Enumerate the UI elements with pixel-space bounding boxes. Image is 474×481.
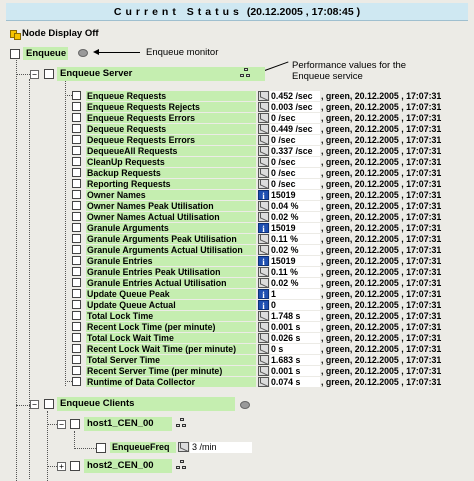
metric-label[interactable]: Granule Entries Peak Utilisation xyxy=(86,267,256,277)
envelope-icon xyxy=(258,157,269,167)
metric-status: , green, 20.12.2005 , 17:07:31 xyxy=(321,244,442,255)
metric-value: 0.452 /sec xyxy=(270,91,320,101)
metric-checkbox[interactable] xyxy=(72,157,81,166)
metric-value: 0 xyxy=(270,300,320,310)
metric-checkbox[interactable] xyxy=(72,344,81,353)
annotation-enqueue-monitor: Enqueue monitor xyxy=(146,47,219,58)
metric-value: 0.02 % xyxy=(270,278,320,288)
metric-status: , green, 20.12.2005 , 17:07:31 xyxy=(321,255,442,266)
tree-connector xyxy=(65,95,72,96)
host2-node-checkbox[interactable] xyxy=(70,461,80,471)
metric-label[interactable]: Total Lock Wait Time xyxy=(86,333,256,343)
metric-value: 0.449 /sec xyxy=(270,124,320,134)
metric-status: , green, 20.12.2005 , 17:07:31 xyxy=(321,332,442,343)
metric-value: 1.748 s xyxy=(270,311,320,321)
metric-checkbox[interactable] xyxy=(72,278,81,287)
metric-value: 1 xyxy=(270,289,320,299)
metric-checkbox[interactable] xyxy=(72,91,81,100)
clients-collapse-toggle[interactable]: − xyxy=(30,400,39,409)
metric-value: 0.11 % xyxy=(270,234,320,244)
metric-status: , green, 20.12.2005 , 17:07:31 xyxy=(321,112,442,123)
metric-status: , green, 20.12.2005 , 17:07:31 xyxy=(321,167,442,178)
metric-label[interactable]: Granule Entries Actual Utilisation xyxy=(86,278,256,288)
envelope-icon xyxy=(258,146,269,156)
metric-status: , green, 20.12.2005 , 17:07:31 xyxy=(321,101,442,112)
metric-checkbox[interactable] xyxy=(72,245,81,254)
metric-value: 0.11 % xyxy=(270,267,320,277)
envelope-icon xyxy=(258,366,269,376)
network-icon xyxy=(240,68,251,79)
metric-value: 0.02 % xyxy=(270,245,320,255)
metric-checkbox[interactable] xyxy=(72,377,81,386)
metric-label[interactable]: Recent Server Time (per minute) xyxy=(86,366,256,376)
metric-checkbox[interactable] xyxy=(72,366,81,375)
enqueue-node-label[interactable]: Enqueue xyxy=(23,47,68,60)
metric-label[interactable]: Runtime of Data Collector xyxy=(86,377,256,387)
info-icon: i xyxy=(258,300,269,310)
metric-value: 0.003 /sec xyxy=(270,102,320,112)
metric-value: 0 /sec xyxy=(270,179,320,189)
clients-status-icon xyxy=(240,401,250,409)
metric-checkbox[interactable] xyxy=(72,146,81,155)
metric-label[interactable]: Granule Arguments Actual Utilisation xyxy=(86,245,256,255)
freq-node-checkbox[interactable] xyxy=(96,443,106,453)
metric-label[interactable]: Owner Names xyxy=(86,190,256,200)
envelope-icon xyxy=(258,278,269,288)
tree-connector xyxy=(47,466,57,467)
tree-server-children-line xyxy=(65,79,66,386)
metric-value: 0 /sec xyxy=(270,168,320,178)
metric-value: 0 /sec xyxy=(270,113,320,123)
metric-value: 15019 xyxy=(270,190,320,200)
node-display-toggle[interactable] xyxy=(10,28,99,39)
metric-checkbox[interactable] xyxy=(72,113,81,122)
metric-status: , green, 20.12.2005 , 17:07:31 xyxy=(321,288,442,299)
clients-node-checkbox[interactable] xyxy=(44,399,54,409)
metric-label[interactable]: Update Queue Actual xyxy=(86,300,256,310)
metric-checkbox[interactable] xyxy=(72,322,81,331)
metric-value: 0 s xyxy=(270,344,320,354)
metric-value: 0 /sec xyxy=(270,135,320,145)
status-timestamp: (20.12.2005 , 17:08:45 ) xyxy=(246,5,361,18)
metric-status: , green, 20.12.2005 , 17:07:31 xyxy=(321,321,442,332)
metric-status: , green, 20.12.2005 , 17:07:31 xyxy=(321,178,442,189)
host2-node-label[interactable]: host2_CEN_00 xyxy=(84,459,172,473)
metric-status: , green, 20.12.2005 , 17:07:31 xyxy=(321,354,442,365)
info-icon: i xyxy=(258,190,269,200)
envelope-icon xyxy=(258,135,269,145)
metric-status: , green, 20.12.2005 , 17:07:31 xyxy=(321,200,442,211)
metric-checkbox[interactable] xyxy=(72,234,81,243)
metric-status: , green, 20.12.2005 , 17:07:31 xyxy=(321,233,442,244)
metric-label[interactable]: Granule Entries xyxy=(86,256,256,266)
metric-status: , green, 20.12.2005 , 17:07:31 xyxy=(321,299,442,310)
envelope-icon xyxy=(258,113,269,123)
metric-checkbox[interactable] xyxy=(72,190,81,199)
metric-value: 15019 xyxy=(270,256,320,266)
server-node-label[interactable]: Enqueue Server xyxy=(57,67,265,81)
info-icon: i xyxy=(258,223,269,233)
metric-checkbox[interactable] xyxy=(72,168,81,177)
envelope-icon xyxy=(258,245,269,255)
metric-value: 0 /sec xyxy=(270,157,320,167)
metric-label[interactable]: Update Queue Peak xyxy=(86,289,256,299)
metric-value: 0.001 s xyxy=(270,322,320,332)
metric-label[interactable]: Owner Names Peak Utilisation xyxy=(86,201,256,211)
metric-value: 0.074 s xyxy=(270,377,320,387)
envelope-icon xyxy=(258,267,269,277)
metric-label[interactable]: Recent Lock Wait Time (per minute) xyxy=(86,344,256,354)
host2-expand-toggle[interactable]: + xyxy=(57,462,66,471)
annotation-performance-line1: Performance values for the xyxy=(292,60,407,71)
metric-checkbox[interactable] xyxy=(72,102,81,111)
metric-status: , green, 20.12.2005 , 17:07:31 xyxy=(321,266,442,277)
envelope-icon xyxy=(258,168,269,178)
envelope-icon xyxy=(258,377,269,387)
status-title: Current Status xyxy=(113,5,243,18)
tree-level1-line xyxy=(29,79,30,479)
metric-status: , green, 20.12.2005 , 17:07:31 xyxy=(321,310,442,321)
envelope-icon xyxy=(258,91,269,101)
envelope-icon xyxy=(258,102,269,112)
freq-label[interactable]: EnqueueFreq xyxy=(110,442,176,453)
metric-label[interactable]: Granule Arguments xyxy=(86,223,256,233)
envelope-icon xyxy=(258,234,269,244)
envelope-icon xyxy=(258,212,269,222)
enqueue-status-icon xyxy=(78,49,88,57)
envelope-icon xyxy=(258,344,269,354)
metric-label[interactable]: Enqueue Requests Rejects xyxy=(86,102,256,112)
metric-checkbox[interactable] xyxy=(72,289,81,298)
envelope-icon xyxy=(178,442,189,452)
tree-connector xyxy=(65,381,72,382)
envelope-icon xyxy=(258,311,269,321)
envelope-icon xyxy=(258,124,269,134)
server-collapse-toggle[interactable]: − xyxy=(30,70,39,79)
tree-clients-children-line xyxy=(47,411,48,481)
host1-collapse-toggle[interactable]: − xyxy=(57,420,66,429)
metric-value: 1.683 s xyxy=(270,355,320,365)
tree-connector xyxy=(16,405,30,406)
enqueue-node-checkbox[interactable] xyxy=(10,49,20,59)
metric-status: , green, 20.12.2005 , 17:07:31 xyxy=(321,145,442,156)
metric-status: , green, 20.12.2005 , 17:07:31 xyxy=(321,277,442,288)
envelope-icon xyxy=(258,179,269,189)
status-title-bar xyxy=(6,3,468,21)
metric-label[interactable]: Dequeue Requests Errors xyxy=(86,135,256,145)
metric-label[interactable]: Recent Lock Time (per minute) xyxy=(86,322,256,332)
metric-checkbox[interactable] xyxy=(72,201,81,210)
envelope-icon xyxy=(258,322,269,332)
metric-status: , green, 20.12.2005 , 17:07:31 xyxy=(321,365,442,376)
network-icon xyxy=(176,460,187,471)
metric-status: , green, 20.12.2005 , 17:07:31 xyxy=(321,376,442,387)
metric-label[interactable]: DequeueAll Requests xyxy=(86,146,256,156)
annotation-line xyxy=(262,61,289,72)
metric-value: 0.04 % xyxy=(270,201,320,211)
freq-value: 3 /min xyxy=(190,442,252,453)
metric-checkbox[interactable] xyxy=(72,300,81,309)
tree-connector xyxy=(47,424,57,425)
metric-checkbox[interactable] xyxy=(72,179,81,188)
tree-connector xyxy=(74,448,96,449)
info-icon: i xyxy=(258,289,269,299)
metric-value: 0.337 /sce xyxy=(270,146,320,156)
annotation-line xyxy=(98,52,140,53)
metric-value: 0.026 s xyxy=(270,333,320,343)
network-icon xyxy=(176,418,187,429)
metric-label[interactable]: Reporting Requests xyxy=(86,179,256,189)
tree-trunk-line xyxy=(16,56,17,481)
metric-label[interactable]: Owner Names Actual Utilisation xyxy=(86,212,256,222)
metric-checkbox[interactable] xyxy=(72,267,81,276)
info-icon: i xyxy=(258,256,269,266)
metric-checkbox[interactable] xyxy=(72,256,81,265)
node-display-icon xyxy=(10,29,20,39)
metric-label[interactable]: Granule Arguments Peak Utilisation xyxy=(86,234,256,244)
metric-label[interactable]: Enqueue Requests Errors xyxy=(86,113,256,123)
metric-status: , green, 20.12.2005 , 17:07:31 xyxy=(321,134,442,145)
metric-status: , green, 20.12.2005 , 17:07:31 xyxy=(321,211,442,222)
metric-label[interactable]: Enqueue Requests xyxy=(86,91,256,101)
metric-checkbox[interactable] xyxy=(72,212,81,221)
envelope-icon xyxy=(258,333,269,343)
metric-value: 0.001 s xyxy=(270,366,320,376)
metric-status: , green, 20.12.2005 , 17:07:31 xyxy=(321,189,442,200)
metric-label[interactable]: Total Lock Time xyxy=(86,311,256,321)
metric-status: , green, 20.12.2005 , 17:07:31 xyxy=(321,90,442,101)
envelope-icon xyxy=(258,355,269,365)
node-display-label: Node Display Off xyxy=(22,28,99,39)
metric-label[interactable]: Total Server Time xyxy=(86,355,256,365)
host1-node-label[interactable]: host1_CEN_00 xyxy=(84,417,172,431)
host1-node-checkbox[interactable] xyxy=(70,419,80,429)
annotation-performance-line2: Enqueue service xyxy=(292,71,363,82)
metric-status: , green, 20.12.2005 , 17:07:31 xyxy=(321,156,442,167)
tree-connector xyxy=(16,74,30,75)
metric-label[interactable]: CleanUp Requests xyxy=(86,157,256,167)
metric-checkbox[interactable] xyxy=(72,124,81,133)
metric-checkbox[interactable] xyxy=(72,223,81,232)
clients-node-label[interactable]: Enqueue Clients xyxy=(57,397,235,411)
server-node-checkbox[interactable] xyxy=(44,69,54,79)
metric-value: 0.02 % xyxy=(270,212,320,222)
metric-label[interactable]: Backup Requests xyxy=(86,168,256,178)
envelope-icon xyxy=(258,201,269,211)
metric-label[interactable]: Dequeue Requests xyxy=(86,124,256,134)
metric-checkbox[interactable] xyxy=(72,333,81,342)
metric-status: , green, 20.12.2005 , 17:07:31 xyxy=(321,343,442,354)
metric-status: , green, 20.12.2005 , 17:07:31 xyxy=(321,123,442,134)
metric-status: , green, 20.12.2005 , 17:07:31 xyxy=(321,222,442,233)
metric-checkbox[interactable] xyxy=(72,311,81,320)
metric-checkbox[interactable] xyxy=(72,135,81,144)
metric-checkbox[interactable] xyxy=(72,355,81,364)
tree-host1-child-line xyxy=(74,431,75,449)
metric-value: 15019 xyxy=(270,223,320,233)
